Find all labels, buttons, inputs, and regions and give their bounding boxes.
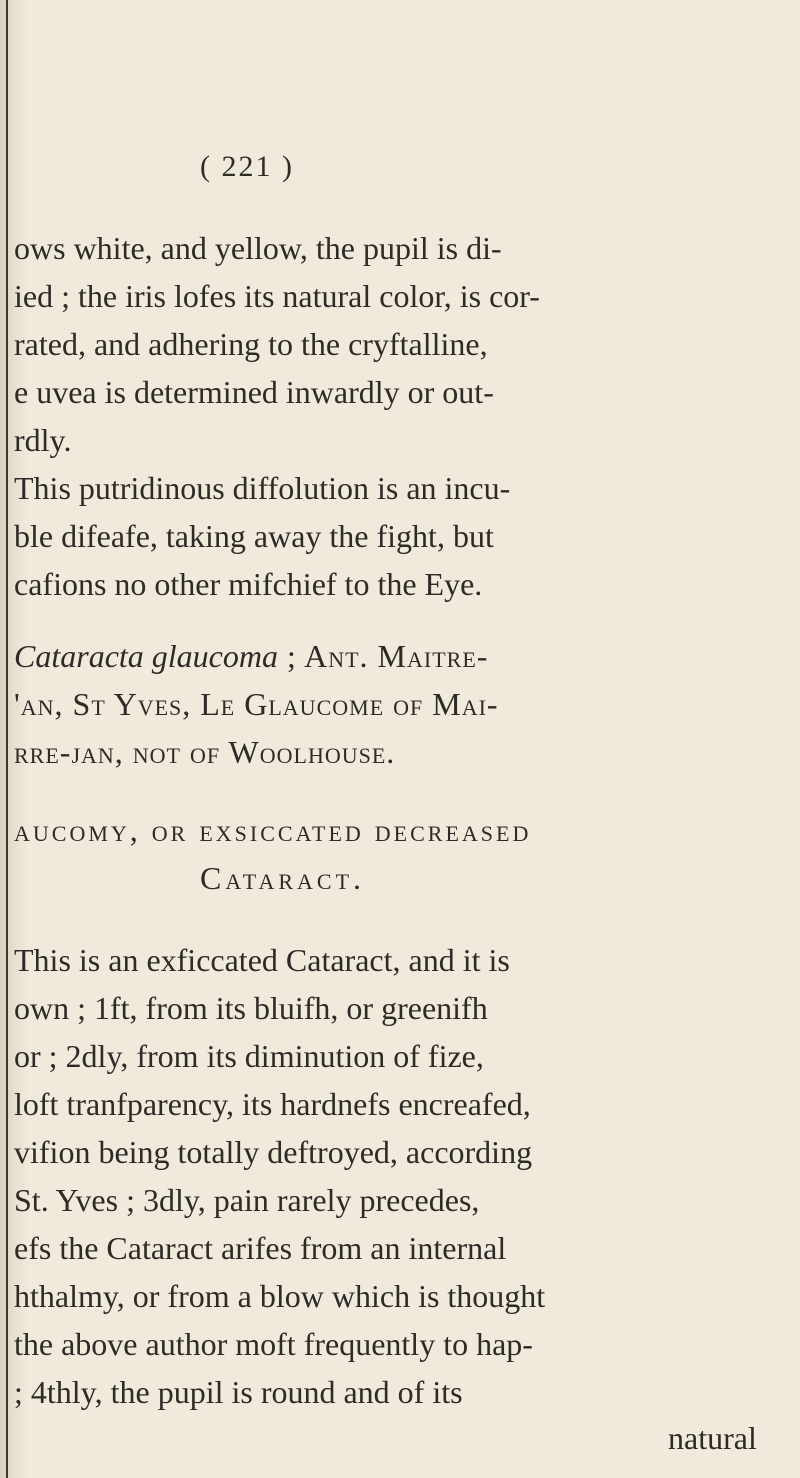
text-line: St. Yves ; 3dly, pain rarely precedes, xyxy=(14,1182,480,1218)
text-line: ied ; the iris lofes its natural color, is cor- xyxy=(14,278,540,314)
latin-term: Cataracta glaucoma xyxy=(14,638,278,674)
page-number: ( 221 ) xyxy=(200,150,294,183)
text-line: the above author moft frequently to hap- xyxy=(14,1326,533,1362)
text-line: vifion being totally deftroyed, according xyxy=(14,1134,533,1170)
citation-line xyxy=(14,636,488,676)
text-line: ; 4thly, the pupil is round and of its xyxy=(14,1374,463,1410)
text-line: This is an exficcated Cataract, and it is xyxy=(14,942,510,978)
text-line: loft tranfparency, its hardnefs encreafed, xyxy=(14,1086,531,1122)
text-line: rated, and adhering to the cryftalline, xyxy=(14,326,488,362)
text-line: This putridinous diffolution is an incu- xyxy=(14,470,511,506)
section-heading: Cataract. xyxy=(200,860,366,896)
text-line: e uvea is determined inwardly or out- xyxy=(14,374,494,410)
section-heading: aucomy, or exsiccated decreased xyxy=(14,812,532,848)
text-line: ows white, and yellow, the pupil is di- xyxy=(14,230,502,266)
text-line: rre-jan, not of Woolhouse. xyxy=(14,734,396,770)
text-line: rdly. xyxy=(14,422,72,458)
text-line: cafions no other mifchief to the Eye. xyxy=(14,566,483,602)
text-line: 'an, St Yves, Le Glaucome of Mai- xyxy=(14,686,499,722)
text-line: hthalmy, or from a blow which is thought xyxy=(14,1278,546,1314)
text-line: ble difeafe, taking away the fight, but xyxy=(14,518,494,554)
citation-author: ; Ant. Maitre- xyxy=(277,638,489,674)
catchword: natural xyxy=(668,1420,757,1456)
text-line: or ; 2dly, from its diminution of fize, xyxy=(14,1038,484,1074)
text-line: own ; 1ft, from its bluifh, or greenifh xyxy=(14,990,488,1026)
text-line: efs the Cataract arifes from an internal xyxy=(14,1230,507,1266)
